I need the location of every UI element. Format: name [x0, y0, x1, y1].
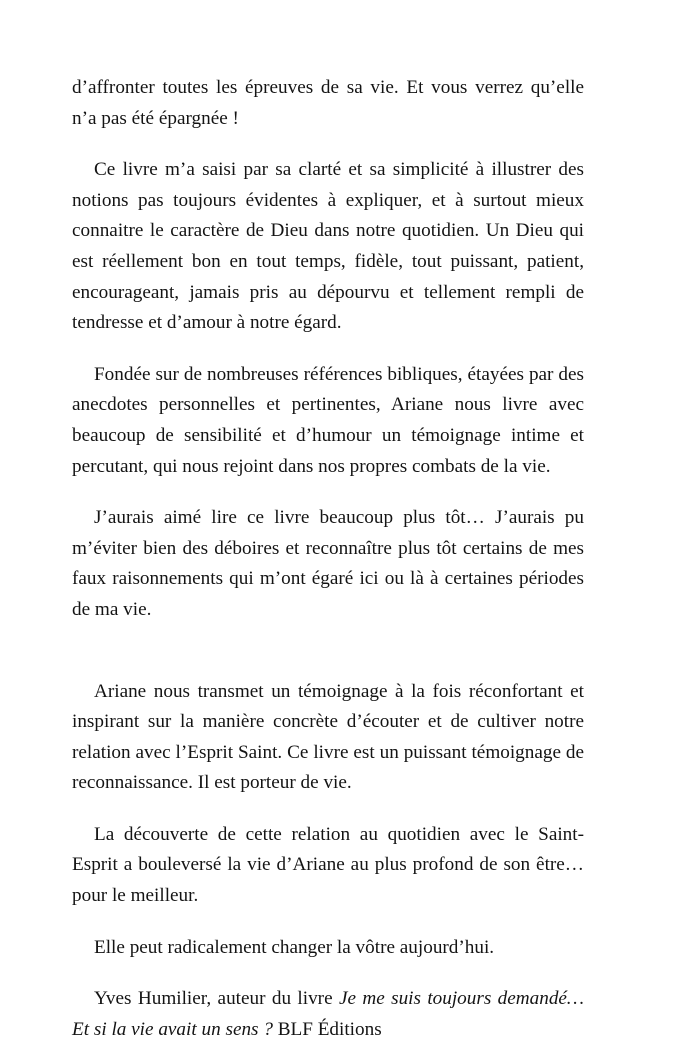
signature	[72, 984, 584, 1045]
signature-book-title: Je me suis toujours demandé… Et si la vie avait un sens ?	[72, 988, 584, 1040]
paragraph-5: Ariane nous transmet un témoignage à la fois réconfortant et inspirant sur la manière concrète d’écouter et de cultiver notre relation avec l’Esprit Saint. Ce livre est un puissant témoignage de reconnaissance. Il est porteur de vie.	[72, 680, 584, 794]
signature-publisher: BLF Éditions	[272, 1018, 382, 1040]
paragraph-7: Elle peut radicalement changer la vôtre aujourd’hui.	[94, 936, 495, 958]
paragraph-4: J’aurais aimé lire ce livre beaucoup plus tôt… J’aurais pu m’éviter bien des déboires et reconnaître plus tôt certains de mes faux raisonnements qui m’ont égaré ici ou là à certaines périodes de ma vie.	[72, 507, 584, 620]
paragraph-1: d’affronter toutes les épreuves de sa vie. Et vous verrez qu’elle n’a pas été épargnée !	[72, 77, 584, 129]
paragraph-3: Fondée sur de nombreuses références bibliques, étayées par des anecdotes personnelles et pertinentes, Ariane nous livre avec beaucoup de sensibilité et d’humour un témoignage intime et percutant, qui nous rejoint dans nos propres combats de la vie.	[72, 363, 584, 477]
signature-author: Yves Humilier, auteur du livre	[94, 988, 339, 1010]
paragraph-6: La découverte de cette relation au quotidien avec le Saint-Esprit a bouleversé la vie d’Ariane au plus profond de son être… pour le meilleur.	[72, 823, 584, 907]
document-page	[72, 73, 584, 1045]
paragraph-2: Ce livre m’a saisi par sa clarté et sa simplicité à illustrer des notions pas toujours évidentes à expliquer, et à surtout mieux connaitre le caractère de Dieu dans notre quotidien. Un Dieu qui est réellement bon en tout temps, fidèle, tout puissant, patient, encourageant, jamais pris au dépourvu et tellement rempli de tendresse et d’amour à notre égard.	[72, 159, 584, 334]
